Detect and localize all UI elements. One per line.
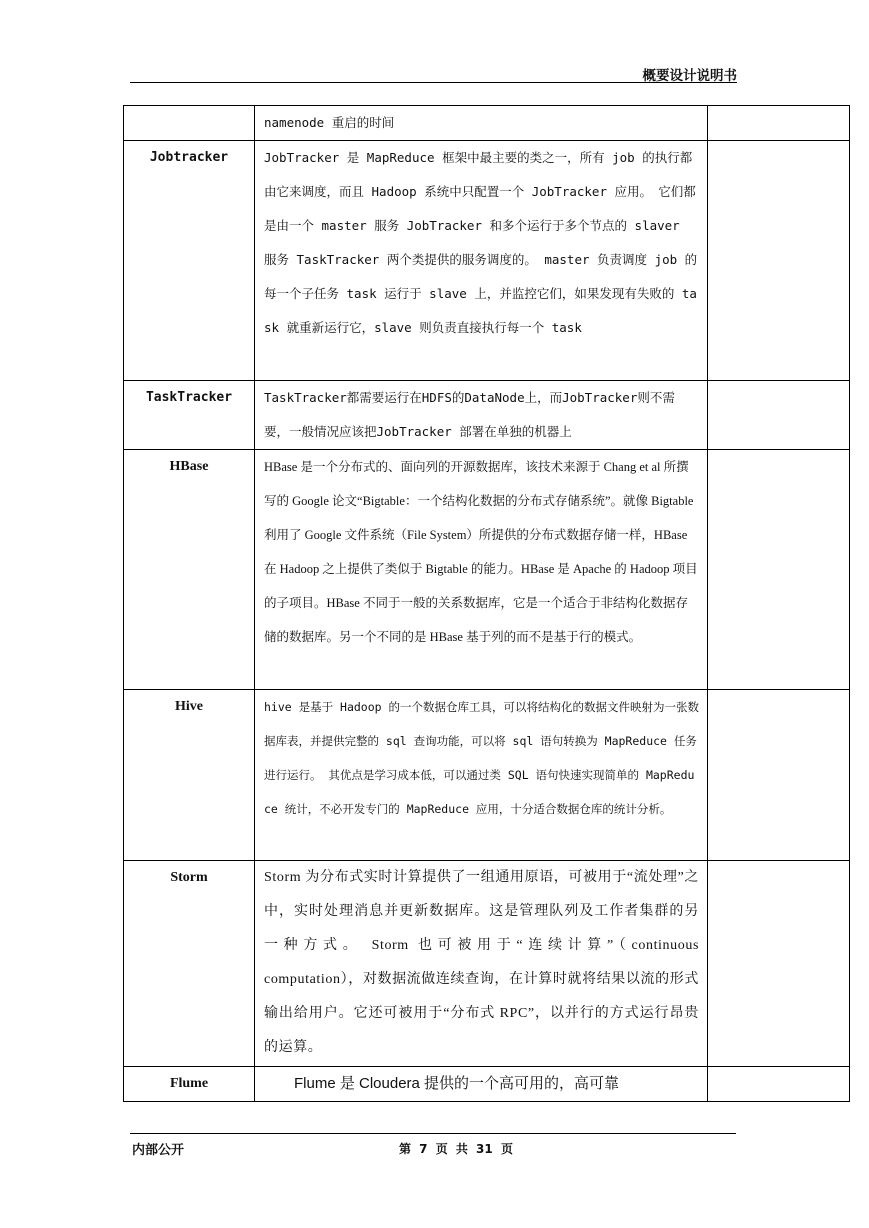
component-description: HBase 是一个分布式的、面向列的开源数据库，该技术来源于 Chang et al 所撰写的 Google 论文“Bigtable：一个结构化数据的分布式存储系统”。就像 Bigtable 利用了 Google 文件系统（File System）所提供的分布式数据存储一样，HBase 在 Hadoop 之上提供了类似于 Bigtable 的能力。HBase 是 Apache 的 Hadoop 项目的子项目。HBase 不同于一般的关系数据库，它是一个适合于非结构化数据存储的数据库。另一个不同的是 HBase 基于列的而不是基于行的模式。	[264, 460, 698, 644]
component-name-cell: Storm	[124, 861, 255, 1067]
remark-cell	[708, 381, 850, 450]
remark-cell	[708, 141, 850, 381]
component-desc-cell	[255, 861, 708, 1067]
component-description: namenode 重启的时间	[264, 115, 395, 130]
component-description: Storm 为分布式实时计算提供了一组通用原语，可被用于“流处理”之中，实时处理消息并更新数据库。这是管理队列及工作者集群的另一种方式。 Storm 也可被用于“连续计算”（continuous computation），对数据流做连续查询，在计算时就将结果以流的形式输出给用户。它还可被用于“分布式 RPC”，以并行的方式运行昂贵的运算。	[264, 870, 699, 1055]
component-name-cell	[124, 106, 255, 141]
component-description: Flume 是 Cloudera 提供的一个高可用的，高可靠	[294, 1075, 620, 1092]
component-desc-cell	[255, 141, 708, 381]
component-table	[123, 105, 850, 1102]
component-desc-cell	[255, 1067, 708, 1102]
component-name-cell: TaskTracker	[124, 381, 255, 450]
component-desc-cell	[255, 106, 708, 141]
table-row	[124, 106, 850, 141]
component-name-cell: Flume	[124, 1067, 255, 1102]
component-name-cell: Hive	[124, 690, 255, 861]
document-header-title: 概要设计说明书	[642, 68, 737, 84]
component-name-cell: HBase	[124, 450, 255, 690]
table-row	[124, 141, 850, 381]
remark-cell	[708, 106, 850, 141]
remark-cell	[708, 1067, 850, 1102]
component-desc-cell	[255, 690, 708, 861]
remark-cell	[708, 861, 850, 1067]
table-row	[124, 381, 850, 450]
component-description: JobTracker 是 MapReduce 框架中最主要的类之一，所有 job 的执行都由它来调度，而且 Hadoop 系统中只配置一个 JobTracker 应用。 它们都是由一个 master 服务 JobTracker 和多个运行于多个节点的 slaver 服务 TaskTracker 两个类提供的服务调度的。 master 负责调度 job 的每一个子任务 task 运行于 slave 上，并监控它们，如果发现有失败的 task 就重新运行它，slave 则负责直接执行每一个 task	[264, 150, 698, 335]
remark-cell	[708, 690, 850, 861]
remark-cell	[708, 450, 850, 690]
component-description: hive 是基于 Hadoop 的一个数据仓库工具，可以将结构化的数据文件映射为一张数据库表，并提供完整的 sql 查询功能，可以将 sql 语句转换为 MapReduce 任务进行运行。 其优点是学习成本低，可以通过类 SQL 语句快速实现简单的 MapReduce 统计，不必开发专门的 MapReduce 应用，十分适合数据仓库的统计分析。	[264, 700, 700, 816]
component-desc-cell	[255, 450, 708, 690]
component-description: TaskTracker都需要运行在HDFS的DataNode上，而JobTracker则不需要，一般情况应该把JobTracker 部署在单独的机器上	[264, 390, 675, 439]
table-row	[124, 450, 850, 690]
footer-classification: 内部公开	[132, 1143, 185, 1158]
component-name-cell: Jobtracker	[124, 141, 255, 381]
table-row	[124, 1067, 850, 1102]
header-divider	[130, 82, 737, 83]
component-desc-cell	[255, 381, 708, 450]
footer-page-number: 第 7 页 共 31 页	[399, 1142, 513, 1156]
table-row	[124, 690, 850, 861]
footer-divider	[130, 1133, 736, 1134]
table-row	[124, 861, 850, 1067]
